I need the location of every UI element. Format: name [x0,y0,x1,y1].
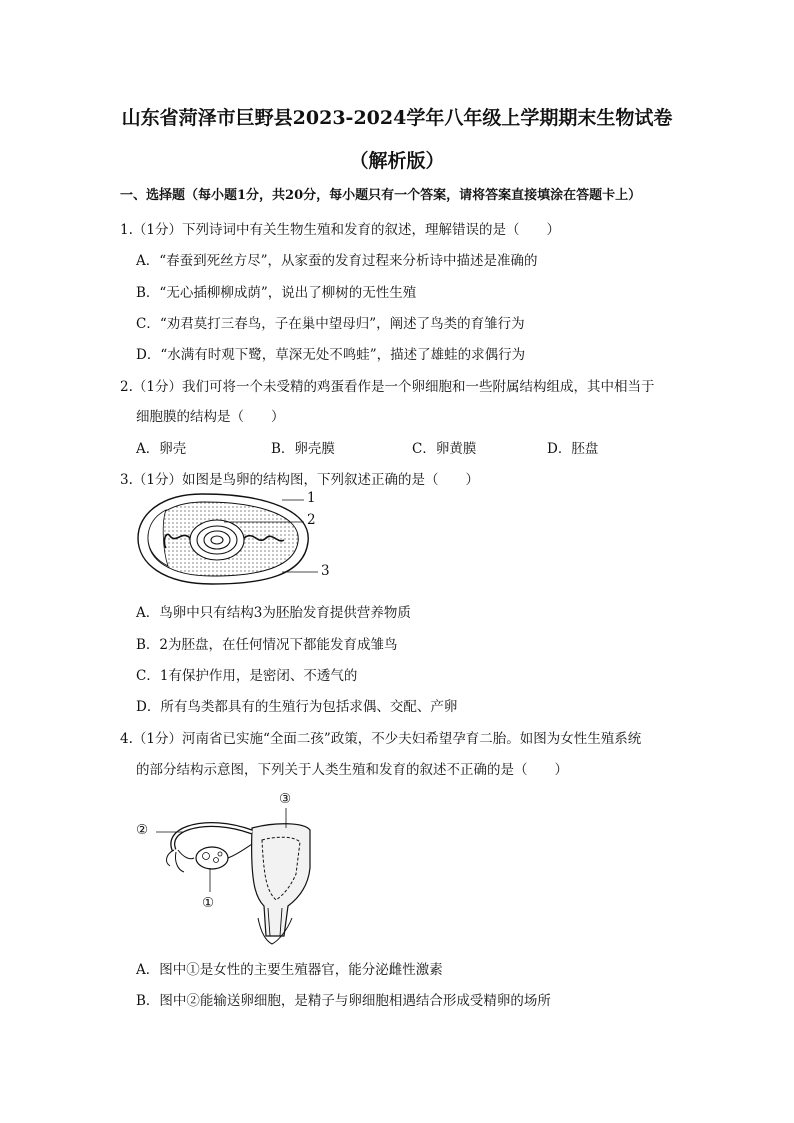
question-2-option-b: B．卵壳膜 [271,441,335,457]
question-1-option-a: A．“春蚕到死丝方尽”，从家蚕的发育过程来分析诗中描述是准确的 [136,253,538,269]
fimbriae [167,850,194,872]
question-3-option-c: C．1有保护作用，是密闭、不透气的 [136,668,358,684]
egg-label-1: 1 [307,490,316,506]
egg-label-3: 3 [321,563,330,579]
question-4-stem-line1: 4.（1分）河南省已实施“全面二孩”政策，不少夫妇希望孕育二胎。如图为女性生殖系统 [120,731,642,747]
question-3-option-b: B．2为胚盘，在任何情况下都能发育成雏鸟 [136,637,398,653]
question-4-option-b: B．图中②能输送卵细胞，是精子与卵细胞相遇结合形成受精卵的场所 [136,993,551,1009]
question-2-stem-line1: 2.（1分）我们可将一个未受精的鸡蛋看作是一个卵细胞和一些附属结构组成，其中相当于 [120,379,655,395]
section-heading: 一、选择题（每小题1分，共20分，每小题只有一个答案，请将答案直接填涂在答题卡上） [120,188,642,203]
ovary [196,847,228,869]
question-4-stem-line2: 的部分结构示意图，下列关于人类生殖和发育的叙述不正确的是（ ） [136,762,568,778]
question-2-option-c: C．卵黄膜 [412,441,477,457]
organ-label-3: ③ [279,791,292,807]
question-1-option-c: C．“劝君莫打三春鸟，子在巢中望母归”，阐述了鸟类的育雏行为 [136,316,525,332]
question-2-stem-line2: 细胞膜的结构是（ ） [136,409,285,425]
question-1-option-d: D．“水满有时观下鹭，草深无处不鸣蛙”，描述了雄蛙的求偶行为 [136,347,526,363]
question-3-option-d: D．所有鸟类都具有的生殖行为包括求偶、交配、产卵 [136,699,458,715]
question-3-stem: 3.（1分）如图是鸟卵的结构图，下列叙述正确的是（ ） [120,472,479,488]
female-reproductive-figure [134,788,324,948]
page-subtitle: （解析版） [349,150,445,172]
question-1-stem: 1.（1分）下列诗词中有关生物生殖和发育的叙述，理解错误的是（ ） [120,222,560,238]
question-4-option-a: A．图中①是女性的主要生殖器官，能分泌雌性激素 [136,962,443,978]
organ-label-1: ① [202,895,215,911]
egg-label-2: 2 [307,512,316,528]
page-title: 山东省菏泽市巨野县2023-2024学年八年级上学期期末生物试卷 [121,107,673,129]
question-2-option-d: D．胚盘 [547,441,599,457]
organ-label-2: ② [136,822,149,838]
question-1-option-b: B．“无心插柳柳成荫”，说出了柳树的无性生殖 [136,285,417,301]
question-2-option-a: A．卵壳 [136,441,187,457]
question-3-option-a: A．鸟卵中只有结构3为胚胎发育提供营养物质 [136,605,411,621]
bird-egg-figure [132,486,352,590]
